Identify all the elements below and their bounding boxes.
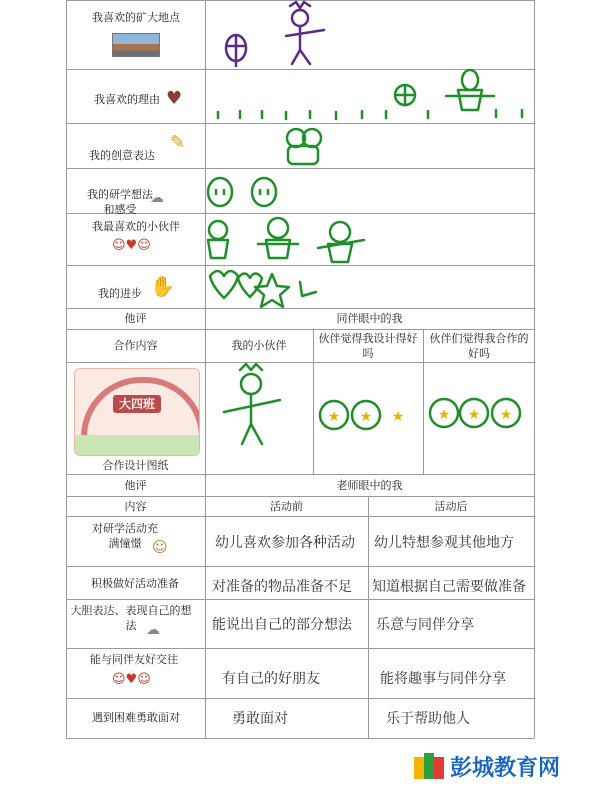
cloud-icon: ☁ [146, 622, 160, 638]
teacher-before-text: 勇敢面对 [232, 711, 288, 727]
svg-text:★: ★ [359, 409, 373, 425]
partner-figure-drawing [224, 364, 280, 444]
peer-header-left: 他评 [124, 312, 147, 325]
teacher-after-text: 幼儿特想参观其他地方 [374, 535, 514, 551]
cooperation-rating-drawing [430, 399, 520, 427]
progress-hearts-drawing [210, 271, 316, 307]
teacher-before-text: 能说出自己的部分想法 [212, 617, 352, 633]
teacher-header-right: 老师眼中的我 [336, 479, 403, 492]
teacher-row-label: 对研学活动充满憧憬 [92, 522, 158, 550]
teacher-row-label: 大胆表达、表现自己的想法 [70, 604, 192, 632]
row-label-thoughts: 我的研学想法 和感受 [87, 188, 153, 216]
teacher-after-text: 知道根据自己需要做准备 [372, 579, 526, 595]
kids-icon: ☺♥☺ [112, 672, 151, 687]
peer-col-design: 伙伴觉得我设计得好吗 [318, 332, 418, 360]
svg-text:★: ★ [391, 409, 405, 425]
peer-col-cooperation: 合作内容 [113, 339, 158, 352]
row-label-text: 我喜欢的矿大地点 [92, 11, 180, 24]
thumbs-up-icon: ✋ [150, 274, 175, 298]
teacher-col-before: 活动前 [270, 500, 303, 513]
heart-icon: ♥ [166, 88, 183, 109]
teacher-after-text: 乐于帮助他人 [386, 711, 470, 727]
kids-icon: ☺♥☺ [112, 238, 151, 253]
teacher-after-text: 能将趣事与同伴分享 [380, 671, 506, 687]
svg-text:★: ★ [467, 407, 481, 423]
friends-drawing [208, 218, 364, 262]
teacher-after-text: 乐意与同伴分享 [376, 617, 474, 633]
cloud-icon: ☁ [150, 190, 164, 206]
svg-text:★: ★ [327, 409, 341, 425]
teacher-row-label: 积极做好活动准备 [91, 577, 179, 590]
row-label-progress: 我的进步 [98, 287, 142, 300]
svg-text:★: ★ [499, 407, 513, 423]
watermark-text: 彭城教育网 [450, 756, 561, 781]
thoughts-faces-drawing [208, 178, 276, 206]
peer-header-right: 同伴眼中的我 [336, 312, 403, 325]
peer-col-partner: 我的小伙伴 [231, 339, 287, 352]
teacher-col-after: 活动后 [434, 500, 468, 513]
teacher-before-text: 幼儿喜欢参加各种活动 [215, 535, 355, 551]
purple-balloon-drawing [226, 35, 246, 66]
row-label-best-friend: 我最喜欢的小伙伴 [92, 220, 180, 233]
teacher-before-text: 对准备的物品准备不足 [212, 579, 352, 595]
pencil-icon: ✎ [170, 132, 186, 153]
peer-col-cooperation-rating: 伙伴们觉得我合作的好吗 [429, 332, 529, 360]
row-label-creative: 我的创意表达 [89, 149, 155, 162]
green-kid-drawing [446, 70, 494, 110]
girl-icon: ☺ [152, 538, 168, 556]
row-label-reason: 我喜欢的理由 [94, 93, 160, 106]
teacher-col-content: 内容 [124, 500, 147, 513]
design-caption: 合作设计图纸 [102, 459, 169, 472]
class-badge: 大四班 [113, 395, 161, 413]
design-rating-drawing [320, 401, 404, 429]
teacher-row-label: 遇到困难勇敢面对 [92, 711, 180, 724]
teacher-header-left: 他评 [124, 479, 147, 492]
purple-child-figure [286, 2, 324, 64]
book-icon [414, 751, 444, 781]
grass-drawing [218, 110, 522, 119]
watermark-logo [410, 745, 600, 790]
ball-drawing [395, 85, 415, 105]
creative-figure-drawing [287, 129, 321, 164]
teacher-row-label: 能与同伴友好交往 [90, 653, 178, 666]
svg-text:★: ★ [437, 407, 451, 423]
teacher-before-text: 有自己的好朋友 [222, 671, 320, 687]
